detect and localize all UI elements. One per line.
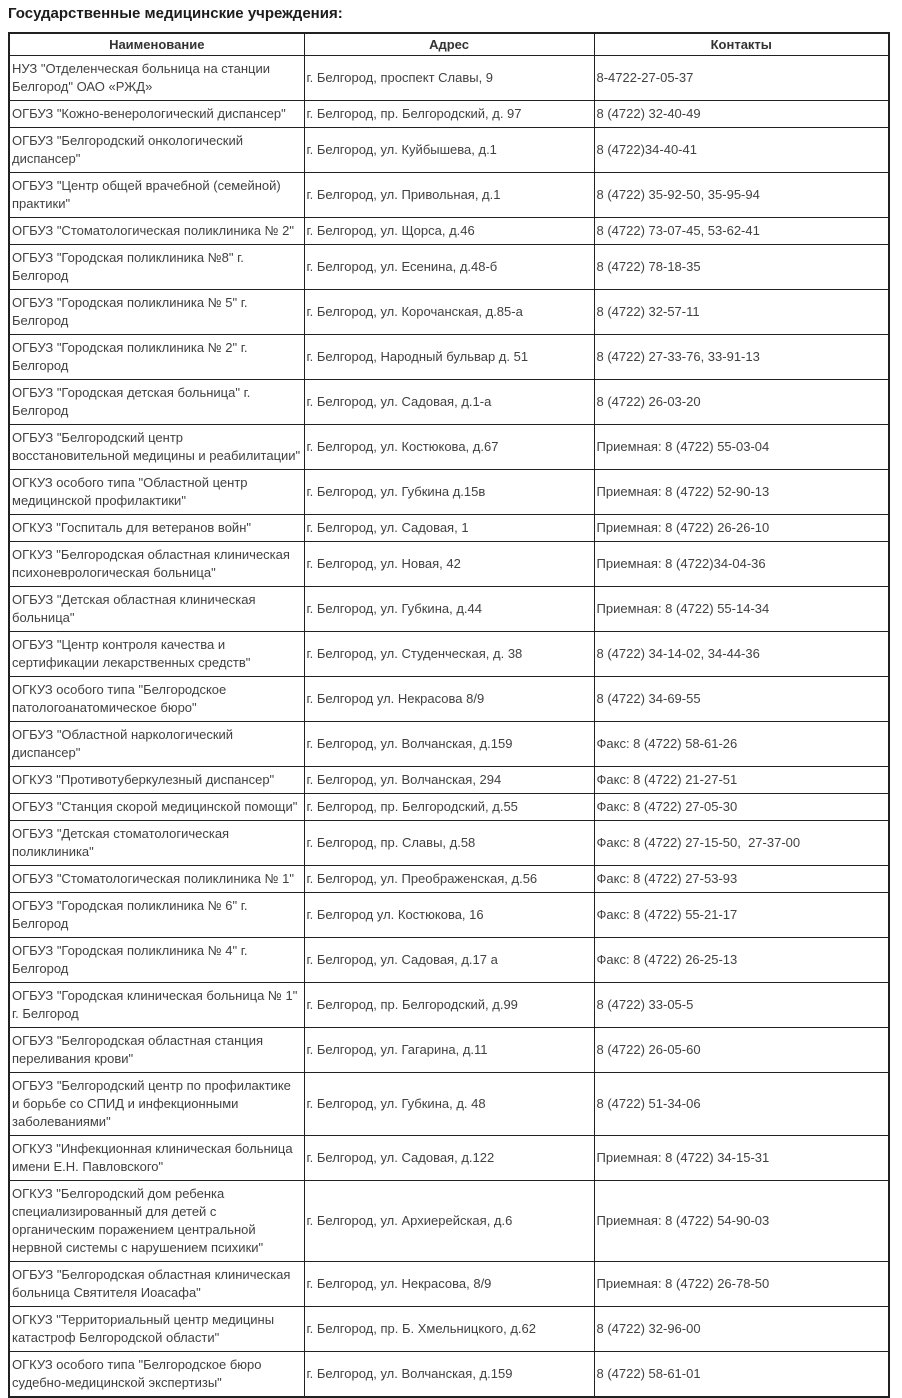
- institution-name-cell: ОГБУЗ "Стоматологическая поликлиника № 2": [9, 218, 304, 245]
- table-row: [9, 380, 889, 425]
- table-row: [9, 821, 889, 866]
- table-row: [9, 1262, 889, 1307]
- table-row: [9, 866, 889, 893]
- institution-contacts-cell: 8 (4722)34-40-41: [594, 128, 889, 173]
- institution-address-cell: г. Белгород, ул. Садовая, д.1-а: [304, 380, 594, 425]
- institution-name-cell: ОГБУЗ "Городская поликлиника № 4" г. Белгород: [9, 938, 304, 983]
- institution-contacts-cell: 8 (4722) 32-57-11: [594, 290, 889, 335]
- institution-address-cell: г. Белгород, пр. Белгородский, д.99: [304, 983, 594, 1028]
- institution-address-cell: г. Белгород, пр. Белгородский, д. 97: [304, 101, 594, 128]
- table-row: [9, 425, 889, 470]
- institution-address-cell: г. Белгород, пр. Белгородский, д.55: [304, 794, 594, 821]
- institution-address-cell: г. Белгород, ул. Куйбышева, д.1: [304, 128, 594, 173]
- institution-address-cell: г. Белгород, ул. Гагарина, д.11: [304, 1028, 594, 1073]
- table-row: [9, 128, 889, 173]
- institution-name-cell: ОГКУЗ особого типа "Областной центр медицинской профилактики": [9, 470, 304, 515]
- institution-address-cell: г. Белгород, ул. Волчанская, д.159: [304, 1352, 594, 1398]
- institution-name-cell: ОГКУЗ особого типа "Белгородское патологоанатомическое бюро": [9, 677, 304, 722]
- institution-contacts-cell: 8 (4722) 26-05-60: [594, 1028, 889, 1073]
- institution-contacts-cell: Факс: 8 (4722) 27-53-93: [594, 866, 889, 893]
- table-row: [9, 632, 889, 677]
- institution-address-cell: г. Белгород, ул. Губкина, д. 48: [304, 1073, 594, 1136]
- institution-address-cell: г. Белгород, пр. Славы, д.58: [304, 821, 594, 866]
- institution-contacts-cell: 8 (4722) 32-40-49: [594, 101, 889, 128]
- table-row: [9, 893, 889, 938]
- institution-address-cell: г. Белгород, ул. Некрасова, 8/9: [304, 1262, 594, 1307]
- institution-name-cell: ОГБУЗ "Областной наркологический диспансер": [9, 722, 304, 767]
- institution-address-cell: г. Белгород, ул. Студенческая, д. 38: [304, 632, 594, 677]
- table-row: [9, 1073, 889, 1136]
- table-row: [9, 587, 889, 632]
- table-row: [9, 542, 889, 587]
- institution-address-cell: г. Белгород, ул. Садовая, д.122: [304, 1136, 594, 1181]
- institution-contacts-cell: Приемная: 8 (4722) 26-78-50: [594, 1262, 889, 1307]
- institution-name-cell: ОГБУЗ "Городская клиническая больница № 1" г. Белгород: [9, 983, 304, 1028]
- institution-address-cell: г. Белгород, ул. Новая, 42: [304, 542, 594, 587]
- table-row: [9, 1136, 889, 1181]
- table-body: [9, 56, 889, 1398]
- institution-name-cell: ОГБУЗ "Белгородский центр восстановительной медицины и реабилитации": [9, 425, 304, 470]
- table-row: [9, 56, 889, 101]
- institution-address-cell: г. Белгород, ул. Садовая, 1: [304, 515, 594, 542]
- institution-contacts-cell: Приемная: 8 (4722) 26-26-10: [594, 515, 889, 542]
- page-title: Государственные медицинские учреждения:: [8, 5, 343, 22]
- institution-address-cell: г. Белгород, ул. Привольная, д.1: [304, 173, 594, 218]
- institution-address-cell: г. Белгород, ул. Волчанская, 294: [304, 767, 594, 794]
- institution-address-cell: г. Белгород, ул. Преображенская, д.56: [304, 866, 594, 893]
- institution-address-cell: г. Белгород, ул. Архиерейская, д.6: [304, 1181, 594, 1262]
- institution-contacts-cell: 8 (4722) 33-05-5: [594, 983, 889, 1028]
- institution-contacts-cell: 8 (4722) 26-03-20: [594, 380, 889, 425]
- institutions-table: [8, 32, 890, 1398]
- institution-name-cell: ОГБУЗ "Центр контроля качества и сертификации лекарственных средств": [9, 632, 304, 677]
- institution-name-cell: ОГБУЗ "Белгородская областная клиническая больница Святителя Иоасафа": [9, 1262, 304, 1307]
- institution-address-cell: г. Белгород, Народный бульвар д. 51: [304, 335, 594, 380]
- institution-contacts-cell: 8 (4722) 51-34-06: [594, 1073, 889, 1136]
- institution-address-cell: г. Белгород, ул. Щорса, д.46: [304, 218, 594, 245]
- institution-contacts-cell: Факс: 8 (4722) 55-21-17: [594, 893, 889, 938]
- institution-name-cell: ОГБУЗ "Белгородский центр по профилактике и борьбе со СПИД и инфекционными заболеваниями": [9, 1073, 304, 1136]
- institution-name-cell: ОГКУЗ "Госпиталь для ветеранов войн": [9, 515, 304, 542]
- institution-name-cell: ОГБУЗ "Городская поликлиника № 2" г. Белгород: [9, 335, 304, 380]
- institution-name-cell: ОГБУЗ "Стоматологическая поликлиника № 1": [9, 866, 304, 893]
- column-header-contacts: Контакты: [594, 33, 889, 56]
- table-row: [9, 335, 889, 380]
- table-row: [9, 722, 889, 767]
- table-row: [9, 470, 889, 515]
- institution-name-cell: ОГБУЗ "Городская поликлиника № 5" г. Белгород: [9, 290, 304, 335]
- table-row: [9, 290, 889, 335]
- table-row: [9, 218, 889, 245]
- table-row: [9, 1307, 889, 1352]
- institution-address-cell: г. Белгород ул. Некрасова 8/9: [304, 677, 594, 722]
- table-row: [9, 938, 889, 983]
- institution-contacts-cell: 8 (4722) 78-18-35: [594, 245, 889, 290]
- table-row: [9, 767, 889, 794]
- institution-contacts-cell: Приемная: 8 (4722) 55-14-34: [594, 587, 889, 632]
- institution-name-cell: ОГБУЗ "Центр общей врачебной (семейной) практики": [9, 173, 304, 218]
- institution-address-cell: г. Белгород ул. Костюкова, 16: [304, 893, 594, 938]
- institution-contacts-cell: 8 (4722) 58-61-01: [594, 1352, 889, 1398]
- institution-contacts-cell: 8 (4722) 73-07-45, 53-62-41: [594, 218, 889, 245]
- institution-name-cell: ОГБУЗ "Белгородская областная станция переливания крови": [9, 1028, 304, 1073]
- institution-contacts-cell: Факс: 8 (4722) 21-27-51: [594, 767, 889, 794]
- institution-name-cell: ОГКУЗ "Белгородская областная клиническая психоневрологическая больница": [9, 542, 304, 587]
- table-row: [9, 1181, 889, 1262]
- institution-address-cell: г. Белгород, ул. Костюкова, д.67: [304, 425, 594, 470]
- institution-contacts-cell: Приемная: 8 (4722) 55-03-04: [594, 425, 889, 470]
- institution-name-cell: ОГКУЗ "Белгородский дом ребенка специализированный для детей с органическим поражением центральной нервной системы с нарушением психики": [9, 1181, 304, 1262]
- institution-contacts-cell: Приемная: 8 (4722) 54-90-03: [594, 1181, 889, 1262]
- institution-address-cell: г. Белгород, ул. Корочанская, д.85-а: [304, 290, 594, 335]
- institution-address-cell: г. Белгород, ул. Губкина, д.44: [304, 587, 594, 632]
- column-header-address: Адрес: [304, 33, 594, 56]
- institution-contacts-cell: 8 (4722) 34-69-55: [594, 677, 889, 722]
- table-row: [9, 173, 889, 218]
- institution-contacts-cell: 8 (4722) 32-96-00: [594, 1307, 889, 1352]
- institution-address-cell: г. Белгород, ул. Есенина, д.48-б: [304, 245, 594, 290]
- table-row: [9, 1028, 889, 1073]
- institution-name-cell: ОГБУЗ "Городская детская больница" г. Белгород: [9, 380, 304, 425]
- institution-address-cell: г. Белгород, ул. Волчанская, д.159: [304, 722, 594, 767]
- table-row: [9, 245, 889, 290]
- institution-name-cell: ОГКУЗ "Противотуберкулезный диспансер": [9, 767, 304, 794]
- header-row: [9, 33, 889, 56]
- table-row: [9, 983, 889, 1028]
- institution-contacts-cell: 8 (4722) 35-92-50, 35-95-94: [594, 173, 889, 218]
- institution-name-cell: ОГБУЗ "Детская стоматологическая поликлиника": [9, 821, 304, 866]
- institution-contacts-cell: Факс: 8 (4722) 27-05-30: [594, 794, 889, 821]
- institution-address-cell: г. Белгород, пр. Б. Хмельницкого, д.62: [304, 1307, 594, 1352]
- institution-contacts-cell: Приемная: 8 (4722) 34-15-31: [594, 1136, 889, 1181]
- column-header-name: Наименование: [9, 33, 304, 56]
- institution-contacts-cell: Приемная: 8 (4722) 52-90-13: [594, 470, 889, 515]
- table-row: [9, 794, 889, 821]
- institution-contacts-cell: Приемная: 8 (4722)34-04-36: [594, 542, 889, 587]
- table-row: [9, 101, 889, 128]
- institution-name-cell: ОГБУЗ "Кожно-венерологический диспансер": [9, 101, 304, 128]
- institution-name-cell: НУЗ "Отделенческая больница на станции Белгород" ОАО «РЖД»: [9, 56, 304, 101]
- institution-name-cell: ОГБУЗ "Станция скорой медицинской помощи": [9, 794, 304, 821]
- institution-name-cell: ОГКУЗ особого типа "Белгородское бюро судебно-медицинской экспертизы": [9, 1352, 304, 1398]
- institution-address-cell: г. Белгород, ул. Садовая, д.17 а: [304, 938, 594, 983]
- institution-address-cell: г. Белгород, ул. Губкина д.15в: [304, 470, 594, 515]
- institution-name-cell: ОГКУЗ "Инфекционная клиническая больница имени Е.Н. Павловского": [9, 1136, 304, 1181]
- institution-contacts-cell: 8-4722-27-05-37: [594, 56, 889, 101]
- institution-contacts-cell: 8 (4722) 34-14-02, 34-44-36: [594, 632, 889, 677]
- institution-contacts-cell: Факс: 8 (4722) 58-61-26: [594, 722, 889, 767]
- institution-name-cell: ОГБУЗ "Городская поликлиника №8" г. Белгород: [9, 245, 304, 290]
- institution-address-cell: г. Белгород, проспект Славы, 9: [304, 56, 594, 101]
- institution-name-cell: ОГБУЗ "Детская областная клиническая больница": [9, 587, 304, 632]
- institution-name-cell: ОГБУЗ "Белгородский онкологический диспансер": [9, 128, 304, 173]
- institution-contacts-cell: 8 (4722) 27-33-76, 33-91-13: [594, 335, 889, 380]
- table-row: [9, 677, 889, 722]
- table-row: [9, 515, 889, 542]
- table-row: [9, 1352, 889, 1398]
- institution-contacts-cell: Факс: 8 (4722) 27-15-50, 27-37-00: [594, 821, 889, 866]
- institution-contacts-cell: Факс: 8 (4722) 26-25-13: [594, 938, 889, 983]
- institution-name-cell: ОГБУЗ "Городская поликлиника № 6" г. Белгород: [9, 893, 304, 938]
- institution-name-cell: ОГКУЗ "Территориальный центр медицины катастроф Белгородской области": [9, 1307, 304, 1352]
